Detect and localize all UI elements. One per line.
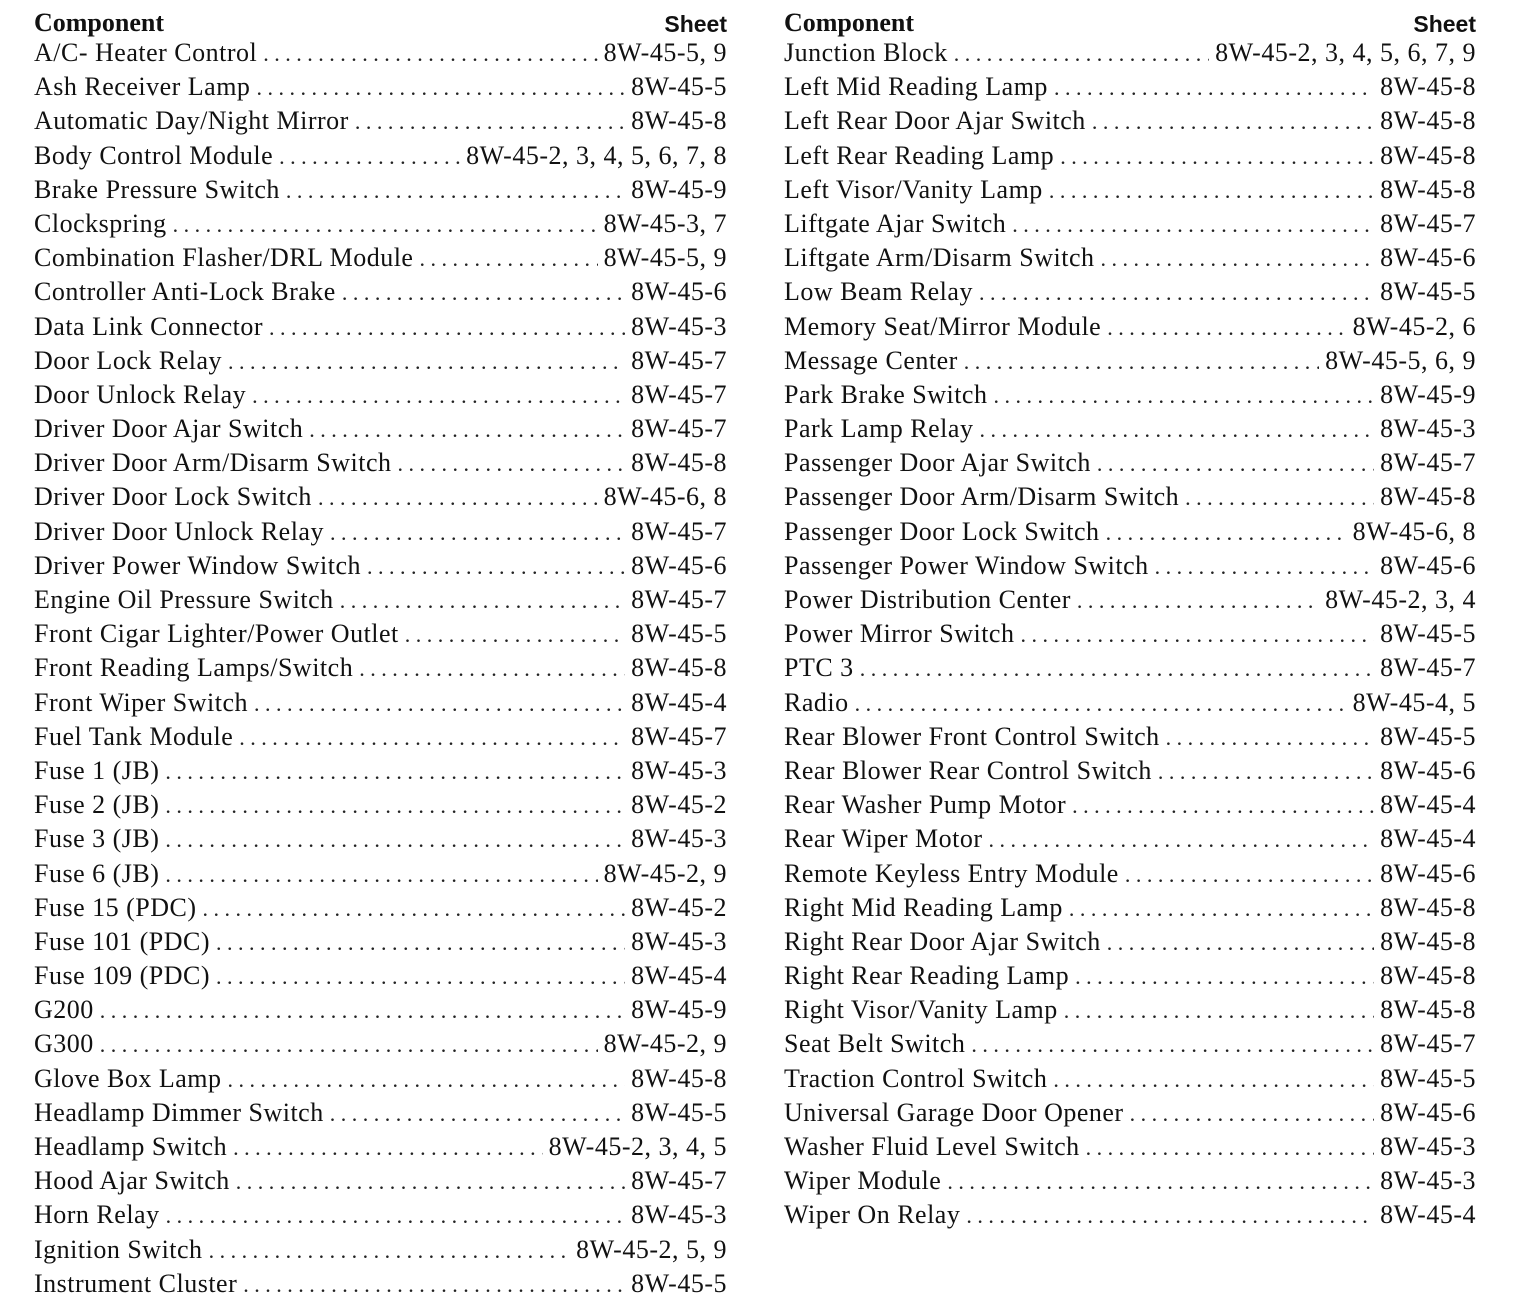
- sheet-reference: 8W-45-3: [631, 824, 727, 854]
- component-row: [34, 414, 727, 448]
- sheet-reference: 8W-45-2, 3, 4, 5, 6, 7, 8: [466, 140, 727, 170]
- component-row: [34, 175, 727, 209]
- sheet-reference: 8W-45-7: [631, 1166, 727, 1196]
- sheet-reference: 8W-45-5: [1380, 277, 1476, 307]
- sheet-reference: 8W-45-3: [631, 926, 727, 956]
- component-row: [34, 927, 727, 961]
- dot-leader: [1155, 554, 1374, 580]
- dot-leader: [1158, 759, 1374, 785]
- component-row: [784, 722, 1476, 756]
- component-name: Fuse 2 (JB): [34, 790, 160, 820]
- sheet-reference: 8W-45-8: [1380, 140, 1476, 170]
- dot-leader: [256, 75, 625, 101]
- left-component-list: [34, 38, 727, 1303]
- dot-leader: [1107, 930, 1374, 956]
- component-name: Horn Relay: [34, 1200, 160, 1230]
- component-name: Wiper Module: [784, 1166, 942, 1196]
- component-name: Right Mid Reading Lamp: [784, 892, 1063, 922]
- component-name: Junction Block: [784, 38, 948, 67]
- component-name: Left Visor/Vanity Lamp: [784, 174, 1043, 204]
- dot-leader: [216, 930, 625, 956]
- component-name: Headlamp Dimmer Switch: [34, 1097, 324, 1127]
- sheet-reference: 8W-45-7: [1380, 1029, 1476, 1059]
- component-name: Power Mirror Switch: [784, 619, 1015, 649]
- component-name: Radio: [784, 687, 849, 717]
- sheet-reference: 8W-45-8: [1380, 482, 1476, 512]
- component-row: [784, 209, 1476, 243]
- component-name: Fuse 1 (JB): [34, 755, 160, 785]
- component-row: [34, 551, 727, 585]
- sheet-reference: 8W-45-5: [631, 1268, 727, 1298]
- component-name: Remote Keyless Entry Module: [784, 858, 1119, 888]
- dot-leader: [165, 759, 625, 785]
- dot-leader: [367, 554, 625, 580]
- sheet-reference: 8W-45-9: [1380, 379, 1476, 409]
- component-name: Front Wiper Switch: [34, 687, 249, 717]
- component-row: [784, 1200, 1476, 1234]
- sheet-reference: 8W-45-8: [631, 448, 727, 478]
- component-name: Power Distribution Center: [784, 585, 1071, 614]
- component-name: Seat Belt Switch: [784, 1029, 966, 1059]
- sheet-reference: 8W-45-9: [631, 174, 727, 204]
- component-name: Passenger Door Lock Switch: [784, 516, 1100, 546]
- dot-leader: [165, 827, 625, 853]
- dot-leader: [254, 691, 625, 717]
- dot-leader: [309, 417, 625, 443]
- sheet-reference: 8W-45-6: [631, 550, 727, 580]
- component-name: Memory Seat/Mirror Module: [784, 311, 1102, 341]
- component-name: Right Visor/Vanity Lamp: [784, 995, 1058, 1025]
- dot-leader: [1069, 896, 1374, 922]
- dot-leader: [1092, 109, 1374, 135]
- component-name: Passenger Door Ajar Switch: [784, 448, 1091, 478]
- component-row: [784, 790, 1476, 824]
- dot-leader: [263, 41, 597, 67]
- component-row: [34, 1064, 727, 1098]
- component-name: Controller Anti-Lock Brake: [34, 277, 336, 307]
- dot-leader: [1072, 793, 1374, 819]
- component-name: Door Unlock Relay: [34, 379, 247, 409]
- component-row: [34, 585, 727, 619]
- dot-leader: [1185, 485, 1374, 511]
- sheet-reference: 8W-45-6: [1380, 755, 1476, 785]
- component-name: Driver Door Lock Switch: [34, 482, 312, 512]
- dot-leader: [1166, 725, 1374, 751]
- component-name: Rear Wiper Motor: [784, 824, 983, 854]
- dot-leader: [228, 349, 625, 375]
- component-row: [784, 175, 1476, 209]
- sheet-reference: 8W-45-5, 9: [603, 243, 727, 273]
- component-row: [34, 141, 727, 175]
- sheet-reference: 8W-45-4: [631, 961, 727, 991]
- sheet-reference: 8W-45-5: [1380, 1063, 1476, 1093]
- sheet-reference: 8W-45-2, 9: [603, 858, 727, 888]
- sheet-reference: 8W-45-4: [1380, 790, 1476, 820]
- sheet-reference: 8W-45-8: [1380, 106, 1476, 136]
- sheet-reference: 8W-45-3: [1380, 414, 1476, 444]
- dot-leader: [1054, 75, 1374, 101]
- sheet-reference: 8W-45-8: [1380, 961, 1476, 991]
- left-column-header: [34, 4, 727, 38]
- component-row: [784, 619, 1476, 653]
- sheet-reference: 8W-45-6: [1380, 243, 1476, 273]
- component-name: Driver Power Window Switch: [34, 550, 362, 580]
- sheet-reference: 8W-45-6, 8: [1352, 516, 1476, 546]
- dot-leader: [252, 383, 625, 409]
- dot-leader: [355, 109, 625, 135]
- component-row: [784, 1064, 1476, 1098]
- dot-leader: [1060, 144, 1374, 170]
- sheet-reference: 8W-45-6: [1380, 858, 1476, 888]
- sheet-reference: 8W-45-7: [631, 379, 727, 409]
- sheet-reference: 8W-45-7: [1380, 448, 1476, 478]
- dot-leader: [1020, 622, 1374, 648]
- sheet-reference: 8W-45-5: [631, 619, 727, 649]
- dot-leader: [964, 349, 1319, 375]
- sheet-reference: 8W-45-7: [631, 585, 727, 614]
- dot-leader: [166, 1203, 625, 1229]
- dot-leader: [1075, 964, 1374, 990]
- sheet-reference: 8W-45-2, 5, 9: [576, 1234, 727, 1264]
- sheet-reference: 8W-45-8: [631, 653, 727, 683]
- sheet-reference: 8W-45-2, 3, 4: [1325, 585, 1476, 614]
- dot-leader: [1125, 862, 1374, 888]
- dot-leader: [228, 1067, 626, 1093]
- sheet-reference: 8W-45-3: [631, 311, 727, 341]
- sheet-reference: 8W-45-2, 6: [1352, 311, 1476, 341]
- dot-leader: [398, 451, 626, 477]
- component-row: [34, 1269, 727, 1303]
- component-name: Rear Washer Pump Motor: [784, 790, 1067, 820]
- dot-leader: [239, 725, 625, 751]
- dot-leader: [1049, 178, 1374, 204]
- component-row: [784, 995, 1476, 1029]
- component-row: [34, 688, 727, 722]
- dot-leader: [1012, 212, 1374, 238]
- component-row: [34, 517, 727, 551]
- dot-leader: [1107, 315, 1346, 341]
- sheet-reference: 8W-45-3: [1380, 1166, 1476, 1196]
- component-row: [784, 448, 1476, 482]
- sheet-reference: 8W-45-7: [631, 414, 727, 444]
- component-row: [34, 653, 727, 687]
- component-name: Door Lock Relay: [34, 345, 223, 375]
- sheet-heading: Sheet: [1413, 11, 1476, 37]
- dot-leader: [279, 144, 460, 170]
- component-name: Washer Fluid Level Switch: [784, 1132, 1080, 1161]
- sheet-reference: 8W-45-6: [1380, 550, 1476, 580]
- component-row: [784, 688, 1476, 722]
- component-row: [784, 1098, 1476, 1132]
- dot-leader: [405, 622, 625, 648]
- component-row: [784, 243, 1476, 277]
- component-row: [784, 551, 1476, 585]
- dot-leader: [359, 656, 625, 682]
- component-name: Fuse 101 (PDC): [34, 926, 211, 956]
- dot-leader: [203, 896, 626, 922]
- left-column: [34, 4, 727, 1303]
- component-row: [34, 1235, 727, 1269]
- component-row: [34, 448, 727, 482]
- dot-leader: [979, 417, 1374, 443]
- sheet-reference: 8W-45-5, 9: [603, 38, 727, 67]
- sheet-reference: 8W-45-5: [631, 72, 727, 102]
- dot-leader: [243, 1272, 625, 1298]
- sheet-reference: 8W-45-2, 9: [603, 1029, 727, 1059]
- component-row: [34, 1029, 727, 1063]
- sheet-reference: 8W-45-3: [1380, 1132, 1476, 1161]
- component-name: Message Center: [784, 345, 958, 375]
- component-name: Passenger Power Window Switch: [784, 550, 1149, 580]
- component-name: Low Beam Relay: [784, 277, 973, 307]
- component-row: [784, 414, 1476, 448]
- component-name: PTC 3: [784, 653, 854, 683]
- sheet-reference: 8W-45-8: [631, 1063, 727, 1093]
- right-column: [784, 4, 1476, 1235]
- component-name: Brake Pressure Switch: [34, 174, 280, 204]
- sheet-reference: 8W-45-8: [1380, 892, 1476, 922]
- dot-leader: [340, 588, 625, 614]
- component-row: [784, 346, 1476, 380]
- component-name: Front Cigar Lighter/Power Outlet: [34, 619, 399, 649]
- component-row: [784, 517, 1476, 551]
- component-name: Right Rear Door Ajar Switch: [784, 926, 1101, 956]
- component-row: [34, 312, 727, 346]
- sheet-reference: 8W-45-9: [631, 995, 727, 1025]
- component-name: Left Rear Door Ajar Switch: [784, 106, 1086, 136]
- component-row: [34, 961, 727, 995]
- component-name: Glove Box Lamp: [34, 1063, 222, 1093]
- component-row: [784, 1029, 1476, 1063]
- dot-leader: [173, 212, 598, 238]
- sheet-reference: 8W-45-2, 3, 4, 5, 6, 7, 9: [1215, 38, 1476, 67]
- sheet-reference: 8W-45-7: [631, 345, 727, 375]
- component-row: [34, 859, 727, 893]
- component-name: Driver Door Unlock Relay: [34, 516, 324, 546]
- dot-leader: [318, 485, 598, 511]
- sheet-reference: 8W-45-5: [631, 1097, 727, 1127]
- component-row: [784, 72, 1476, 106]
- component-name: Fuse 109 (PDC): [34, 961, 211, 991]
- component-name: Ignition Switch: [34, 1234, 203, 1264]
- dot-leader: [330, 1101, 625, 1127]
- component-row: [784, 38, 1476, 72]
- component-row: [34, 1166, 727, 1200]
- component-name: Driver Door Arm/Disarm Switch: [34, 448, 392, 478]
- sheet-heading: Sheet: [664, 11, 727, 37]
- component-row: [34, 482, 727, 516]
- component-name: Passenger Door Arm/Disarm Switch: [784, 482, 1180, 512]
- sheet-reference: 8W-45-8: [1380, 72, 1476, 102]
- dot-leader: [209, 1238, 571, 1264]
- dot-leader: [1077, 588, 1319, 614]
- right-component-list: [784, 38, 1476, 1235]
- component-row: [34, 38, 727, 72]
- dot-leader: [860, 656, 1374, 682]
- component-row: [34, 722, 727, 756]
- component-name: Park Lamp Relay: [784, 414, 974, 444]
- dot-leader: [165, 793, 625, 819]
- component-row: [784, 961, 1476, 995]
- dot-leader: [954, 41, 1209, 67]
- dot-leader: [233, 1135, 543, 1161]
- dot-leader: [1086, 1135, 1374, 1161]
- component-name: Fuse 6 (JB): [34, 858, 160, 888]
- component-name: Combination Flasher/DRL Module: [34, 243, 414, 273]
- component-row: [34, 243, 727, 277]
- sheet-reference: 8W-45-5, 6, 9: [1325, 345, 1476, 375]
- dot-leader: [165, 862, 597, 888]
- sheet-reference: 8W-45-4: [1380, 824, 1476, 854]
- component-name: Instrument Cluster: [34, 1268, 238, 1298]
- component-name: Front Reading Lamps/Switch: [34, 653, 354, 683]
- sheet-reference: 8W-45-3: [631, 1200, 727, 1230]
- dot-leader: [1097, 451, 1374, 477]
- component-heading: Component: [34, 8, 165, 37]
- sheet-reference: 8W-45-6, 8: [603, 482, 727, 512]
- component-row: [34, 380, 727, 414]
- component-row: [34, 72, 727, 106]
- component-row: [784, 927, 1476, 961]
- component-name: A/C- Heater Control: [34, 38, 258, 67]
- component-name: Park Brake Switch: [784, 379, 988, 409]
- component-name: Headlamp Switch: [34, 1132, 228, 1161]
- sheet-reference: 8W-45-4: [631, 687, 727, 717]
- component-row: [34, 995, 727, 1029]
- sheet-reference: 8W-45-2: [631, 790, 727, 820]
- component-name: Clockspring: [34, 208, 167, 238]
- dot-leader: [947, 1169, 1374, 1195]
- component-name: Rear Blower Front Control Switch: [784, 721, 1160, 751]
- component-name: Ash Receiver Lamp: [34, 72, 251, 102]
- component-row: [784, 482, 1476, 516]
- sheet-reference: 8W-45-7: [631, 721, 727, 751]
- component-row: [784, 756, 1476, 790]
- component-name: Fuel Tank Module: [34, 721, 234, 751]
- dot-leader: [419, 246, 597, 272]
- sheet-reference: 8W-45-7: [1380, 653, 1476, 683]
- component-row: [784, 312, 1476, 346]
- component-row: [784, 141, 1476, 175]
- component-name: Rear Blower Rear Control Switch: [784, 755, 1152, 785]
- component-row: [34, 1098, 727, 1132]
- dot-leader: [1106, 520, 1347, 546]
- component-row: [34, 209, 727, 243]
- component-row: [34, 619, 727, 653]
- dot-leader: [330, 520, 625, 546]
- right-column-header: [784, 4, 1476, 38]
- sheet-reference: 8W-45-7: [631, 516, 727, 546]
- component-row: [784, 106, 1476, 140]
- component-name: Right Rear Reading Lamp: [784, 961, 1070, 991]
- component-row: [784, 653, 1476, 687]
- dot-leader: [855, 691, 1347, 717]
- dot-leader: [979, 280, 1374, 306]
- component-name: Left Mid Reading Lamp: [784, 72, 1048, 102]
- component-name: Automatic Day/Night Mirror: [34, 106, 349, 136]
- component-name: G300: [34, 1029, 94, 1059]
- component-name: Driver Door Ajar Switch: [34, 414, 304, 444]
- dot-leader: [989, 827, 1375, 853]
- component-row: [34, 346, 727, 380]
- dot-leader: [286, 178, 625, 204]
- sheet-reference: 8W-45-2, 3, 4, 5: [548, 1132, 727, 1161]
- dot-leader: [269, 315, 625, 341]
- component-row: [34, 1200, 727, 1234]
- sheet-reference: 8W-45-8: [1380, 174, 1476, 204]
- component-row: [34, 756, 727, 790]
- component-row: [34, 277, 727, 311]
- component-row: [34, 106, 727, 140]
- component-name: Left Rear Reading Lamp: [784, 140, 1055, 170]
- component-row: [784, 1166, 1476, 1200]
- sheet-reference: 8W-45-2: [631, 892, 727, 922]
- sheet-reference: 8W-45-8: [1380, 995, 1476, 1025]
- sheet-reference: 8W-45-8: [1380, 926, 1476, 956]
- component-name: G200: [34, 995, 94, 1025]
- component-row: [34, 893, 727, 927]
- component-row: [784, 380, 1476, 414]
- dot-leader: [342, 280, 625, 306]
- sheet-reference: 8W-45-7: [1380, 208, 1476, 238]
- component-name: Body Control Module: [34, 140, 274, 170]
- component-row: [784, 824, 1476, 858]
- component-name: Data Link Connector: [34, 311, 263, 341]
- component-name: Fuse 15 (PDC): [34, 892, 197, 922]
- dot-leader: [1053, 1067, 1374, 1093]
- component-name: Hood Ajar Switch: [34, 1166, 230, 1196]
- sheet-reference: 8W-45-4: [1380, 1200, 1476, 1230]
- dot-leader: [236, 1169, 625, 1195]
- dot-leader: [971, 1032, 1374, 1058]
- sheet-reference: 8W-45-5: [1380, 619, 1476, 649]
- sheet-reference: 8W-45-3: [631, 755, 727, 785]
- component-name: Traction Control Switch: [784, 1063, 1048, 1093]
- component-name: Liftgate Ajar Switch: [784, 208, 1007, 238]
- component-row: [784, 277, 1476, 311]
- dot-leader: [216, 964, 625, 990]
- dot-leader: [993, 383, 1374, 409]
- sheet-reference: 8W-45-5: [1380, 721, 1476, 751]
- dot-leader: [1130, 1101, 1374, 1127]
- component-name: Wiper On Relay: [784, 1200, 961, 1230]
- component-row: [784, 893, 1476, 927]
- component-row: [34, 824, 727, 858]
- sheet-reference: 8W-45-6: [631, 277, 727, 307]
- dot-leader: [966, 1203, 1374, 1229]
- component-name: Engine Oil Pressure Switch: [34, 585, 334, 614]
- sheet-reference: 8W-45-8: [631, 106, 727, 136]
- component-row: [34, 1132, 727, 1166]
- component-name: Liftgate Arm/Disarm Switch: [784, 243, 1095, 273]
- sheet-reference: 8W-45-4, 5: [1352, 687, 1476, 717]
- component-name: Universal Garage Door Opener: [784, 1097, 1124, 1127]
- component-heading: Component: [784, 8, 915, 37]
- sheet-reference: 8W-45-3, 7: [603, 208, 727, 238]
- component-row: [784, 859, 1476, 893]
- component-row: [784, 585, 1476, 619]
- dot-leader: [100, 998, 625, 1024]
- dot-leader: [1064, 998, 1374, 1024]
- component-row: [784, 1132, 1476, 1166]
- dot-leader: [100, 1032, 598, 1058]
- component-name: Fuse 3 (JB): [34, 824, 160, 854]
- sheet-reference: 8W-45-6: [1380, 1097, 1476, 1127]
- dot-leader: [1101, 246, 1375, 272]
- component-row: [34, 790, 727, 824]
